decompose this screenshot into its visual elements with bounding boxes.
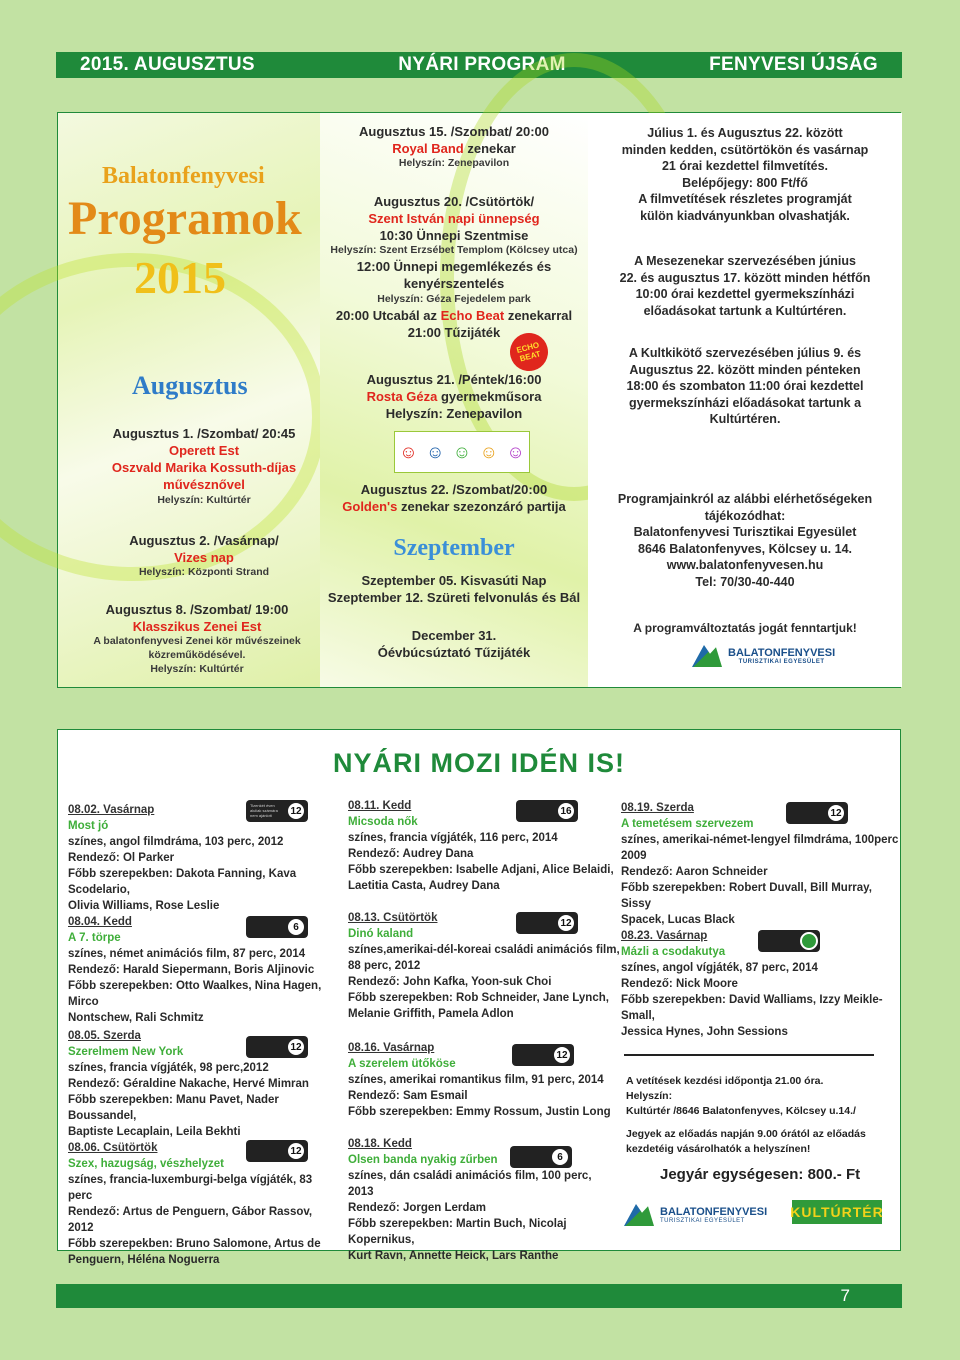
program-poster (57, 112, 901, 688)
kulturter-logo: KULTÚRTÉR (792, 1200, 882, 1224)
movie-0818: 08.18. Kedd Olsen banda nyakig zűrben színes, dán családi animációs film, 100 perc, 2013 Rendező: Jorgen Lerdam Főbb szerepekben: Martin Buch, Nicolaj Kopernikus, Kurt Ravn, Annette Heick, Lars Ranthe (348, 1138, 592, 1262)
info-contacts: Programjainkról az alábbi elérhetőségeken tájékozódhat: Balatonfenyvesi Turisztikai Egyesület 8646 Balatonfenyves, Kölcsey u. 14. www.balatonfenyvesen.hu Tel: 70/30-40-440 (617, 492, 873, 589)
kids-illustration (394, 431, 530, 473)
poster-title-line2: Programok (68, 192, 302, 245)
event-aug-1: Augusztus 1. /Szombat/ 20:45 Operett Est Oszvald Marika Kossuth-díjas művésznővel Helyszín: Kultúrtér (111, 426, 297, 506)
event-aug-8: Augusztus 8. /Szombat/ 19:00 Klasszikus Zenei Est A balatonfenyvesi Zenei kör művészeinek közreműködésével. Helyszín: Kultúrtér (93, 602, 301, 676)
echo-beat-logo: ECHO BEAT (506, 329, 553, 376)
poster-left-column (58, 113, 320, 687)
info-mesezenekar: A Mesezenekar szervezésében június 22. és augusztus 17. között minden hétfőn 10:00 órai kezdettel gyermekszínházi előadásokat tartunk a Kultúrtéren. (619, 254, 871, 318)
age-rating-badge: 12 (246, 1140, 308, 1162)
page-number: 7 (840, 1286, 850, 1305)
movie-0819: 08.19. Szerda A temetésem szervezem színes, amerikai-német-lengyel filmdráma, 100perc 2009 Rendező: Aaron Schneider Főbb szerepekben: Robert Duvall, Bill Murray, Sissy Spacek, Lucas Black (621, 802, 899, 926)
mountain-logo-icon (692, 645, 722, 667)
header-publication: FENYVESI ÚJSÁG (709, 54, 878, 75)
age-rating-badge: 16 (516, 800, 578, 822)
month-heading-august: Augusztus (132, 371, 248, 400)
age-rating-badge-all-ages (758, 930, 820, 952)
info-film-screenings: Július 1. és Augusztus 22. között minden kedden, csütörtökön és vasárnap 21 órai kezdettel filmvetítés. Belépőjegy: 800 Ft/fő A filmvetítések részletes programját külön kiadványunkban olvashatják. (621, 126, 869, 223)
poster-title-line1: Balatonfenyvesi (102, 163, 265, 189)
header-bar (56, 52, 902, 78)
tourism-association-logo: BALATONFENYVESI TURISZTIKAI EGYESÜLET (624, 1204, 767, 1226)
divider (624, 1054, 874, 1056)
poster-title-year: 2015 (134, 252, 226, 303)
movie-0804: 08.04. Kedd A 7. törpe színes, német animációs film, 87 perc, 2014 Rendező: Harald Siepermann, Boris Aljinovic Főbb szerepekben: Otto Waalkes, Nina Hagen, Mirco Nontschew, Rali Schmitz (68, 916, 322, 1024)
tourism-association-logo: BALATONFENYVESI TURISZTIKAI EGYESÜLET (692, 645, 835, 667)
age-rating-badge: 12 (246, 1036, 308, 1058)
event-aug-22: Augusztus 22. /Szombat/20:00 Golden's zenekar szezonzáró partija (342, 482, 566, 515)
ticket-price: Jegyár egységesen: 800.- Ft (660, 1166, 861, 1183)
child-figure-icon: ☺ (399, 441, 418, 462)
age-rating-badge: 12 (512, 1044, 574, 1066)
age-rating-badge: 12 (786, 802, 848, 824)
child-figure-icon: ☺ (506, 441, 525, 462)
movie-0816: 08.16. Vasárnap A szerelem ütőköse színes, amerikai romantikus film, 91 perc, 2014 Rendező: Sam Esmail Főbb szerepekben: Emmy Rossum, Justin Long (348, 1042, 611, 1118)
child-figure-icon: ☺ (452, 441, 472, 462)
footer-bar (56, 1284, 902, 1308)
child-figure-icon: ☺ (479, 441, 498, 462)
header-section: NYÁRI PROGRAM (398, 54, 566, 75)
cinema-title: NYÁRI MOZI IDÉN IS! (332, 748, 625, 778)
summer-cinema-section (57, 729, 901, 1266)
events-september: Szeptember 05. Kisvasúti Nap Szeptember 12. Szüreti felvonulás és Bál (327, 573, 581, 606)
event-aug-21: Augusztus 21. /Péntek/16:00 Rosta Géza gyermekműsora Helyszín: Zenepavilon (366, 372, 542, 422)
poster-middle-column (320, 113, 588, 687)
movie-0811: 08.11. Kedd Micsoda nők színes, francia vígjáték, 116 perc, 2014 Rendező: Audrey Dana Főbb szerepekben: Isabelle Adjani, Alice Belaidi, Laetitia Casta, Audrey Dana (348, 800, 614, 892)
event-aug-2: Augusztus 2. /Vasárnap/ Vizes nap Helyszín: Központi Strand (129, 533, 279, 579)
info-kultkikoto: A Kultkikötő szervezésében július 9. és Augusztus 22. között minden pénteken 18:00 és szombaton 11:00 órai kezdettel gyermekszínházi előadásokat tartunk a Kultúrtéren. (626, 346, 864, 426)
poster-right-column (588, 113, 902, 687)
movie-0802: 08.02. Vasárnap Most jó színes, angol filmdráma, 103 perc, 2012 Rendező: Ol Parker Főbb szerepekben: Dakota Fanning, Kava Scodelario, Olivia Williams, Rose Leslie (68, 804, 297, 912)
movie-0813: 08.13. Csütörtök Dinó kaland színes,amerikai-dél-koreai családi animációs film, 88 perc, 2012 Rendező: John Kafka, Yoon-suk Choi Főbb szerepekben: Rob Schneider, Jane Lynch, Melanie Griffith, Pamela Adlon (348, 912, 620, 1020)
event-dec-31: December 31. Óévbúcsúztató Tűzijáték (377, 628, 531, 661)
event-aug-20: Augusztus 20. /Csütörtök/ Szent István napi ünnepség 10:30 Ünnepi Szentmise Helyszín: Szent Erzsébet Templom (Kölcsey utca) 12:00 Ünnepi megemlékezés és kenyérszentelés Helyszín: Géza Fejedelem park 20:00 Utcabál az Echo Beat zenekarral 21:00 Tűzijáték (330, 194, 578, 340)
event-aug-15: Augusztus 15. /Szombat/ 20:00 Royal Band zenekar Helyszín: Zenepavilon (359, 124, 549, 170)
age-rating-badge: Tizenkét éven aluliak számára nem ajánlott 12 (246, 800, 308, 822)
movie-0823: 08.23. Vasárnap Mázli a csodakutya színes, angol vígjáték, 87 perc, 2014 Rendező: Nick Moore Főbb szerepekben: David Walliams, Izzy Meikle-Small, Jessica Hynes, John Sessions (621, 930, 883, 1038)
age-rating-badge: 12 (516, 912, 578, 934)
all-ages-icon (800, 932, 818, 950)
child-figure-icon: ☺ (426, 441, 445, 462)
movie-0806: 08.06. Csütörtök Szex, hazugság, vészhelyzet színes, francia-luxemburgi-belga vígjáték, 83 perc Rendező: Artus de Penguern, Gábor Rassov, 2012 Főbb szerepekben: Bruno Salomone, Artus de Penguern, Héléna Noguerra (68, 1142, 321, 1266)
movie-0805: 08.05. Szerda Szerelmem New York színes, francia vígjáték, 98 perc,2012 Rendező: Géraldine Nakache, Hervé Mimran Főbb szerepekben: Manu Pavet, Nader Boussandel, Baptiste Lecaplain, Leila Bekhti (68, 1030, 309, 1138)
mountain-logo-icon (624, 1204, 654, 1226)
header-issue: 2015. AUGUSZTUS (80, 54, 255, 75)
age-rating-badge: 6 (246, 916, 308, 938)
screening-info: A vetítések kezdési időpontja 21.00 óra. Helyszín: Kultúrtér /8646 Balatonfenyves, Kölcsey u.14./ Jegyek az előadás napján 9.00 órától az előadás kezdetéig vásárolhatók a helyszínen! (626, 1075, 866, 1155)
age-rating-badge: 6 (510, 1146, 572, 1168)
change-notice: A programváltoztatás jogát fenntartjuk! (633, 621, 857, 635)
month-heading-september: Szeptember (393, 535, 515, 561)
